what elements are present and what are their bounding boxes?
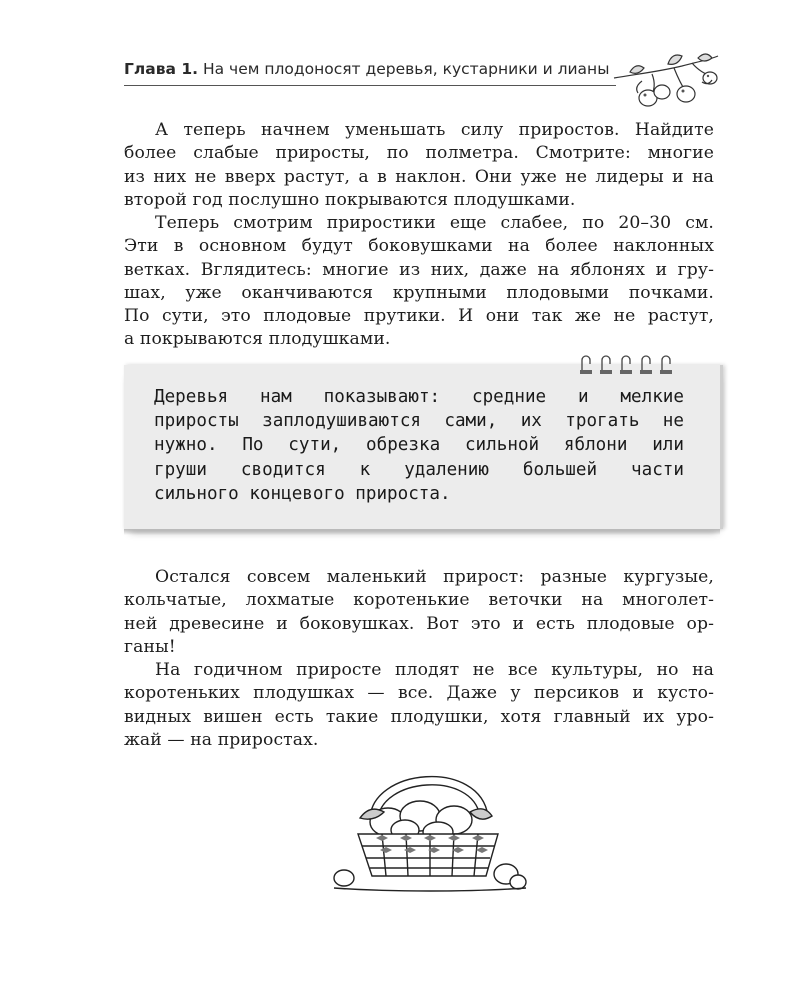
running-header	[124, 60, 624, 78]
text-line: жай — на приростах.	[124, 729, 319, 750]
paragraph-1	[124, 119, 714, 212]
fruit-branch-icon	[612, 48, 722, 110]
note-text	[154, 385, 684, 506]
text-line: Эти в основном будут боковушками на более наклонных	[124, 236, 714, 257]
note-line: сильного концевого прироста.	[154, 483, 451, 504]
text-line: второй год послушно покрываются плодушками.	[124, 189, 576, 210]
text-line: ветках. Вглядитесь: многие из них, даже на яблонях и гру-	[124, 259, 714, 280]
text-line: На годичном приросте плодят не все культуры, но на	[155, 660, 714, 680]
note-line: груши сводится к удалению большей части	[154, 459, 684, 480]
text-line: из них не вверх растут, а в наклон. Они уже не лидеры и на	[124, 166, 714, 187]
text-line: ганы!	[124, 636, 176, 657]
text-line: а покрываются плодушками.	[124, 329, 391, 350]
note-line: нужно. По сути, обрезка сильной яблони или	[154, 435, 684, 456]
header-rule	[124, 85, 616, 86]
note-line: приросты заплодушиваются сами, их трогать не	[154, 411, 684, 432]
text-line: более слабые приросты, по полметра. Смотрите: многие	[124, 143, 714, 164]
text-line: видных вишен есть такие плодушки, хотя главный их уро-	[124, 706, 714, 727]
chapter-number: Глава 1.	[124, 60, 199, 78]
note-line: Деревья нам показывают: средние и мелкие	[154, 387, 684, 407]
text-line: Теперь смотрим приростики еще слабее, по 20–30 см.	[155, 213, 714, 233]
paragraph-3	[124, 566, 714, 659]
chapter-title: На чем плодоносят деревья, кустарники и лианы	[202, 60, 610, 78]
paragraph-2	[124, 212, 714, 352]
text-line: шах, уже оканчиваются крупными плодовыми почками.	[124, 282, 714, 303]
text-line: Остался совсем маленький прирост: разные кургузые,	[155, 567, 714, 587]
text-line: кольчатые, лохматые коротенькие веточки на многолет-	[124, 590, 714, 611]
text-line: По сути, это плодовые прутики. И они так же не растут,	[124, 306, 714, 327]
text-line: ней древесине и боковушках. Вот это и есть плодовые ор-	[124, 613, 714, 634]
text-line: коротеньких плодушках — все. Даже у персиков и кусто-	[124, 683, 714, 704]
binder-rings-icon	[576, 350, 676, 376]
fruit-basket-icon	[330, 758, 530, 898]
text-line: А теперь начнем уменьшать силу приростов. Найдите	[155, 120, 714, 140]
note-box	[124, 365, 723, 529]
paragraph-4	[124, 659, 714, 752]
